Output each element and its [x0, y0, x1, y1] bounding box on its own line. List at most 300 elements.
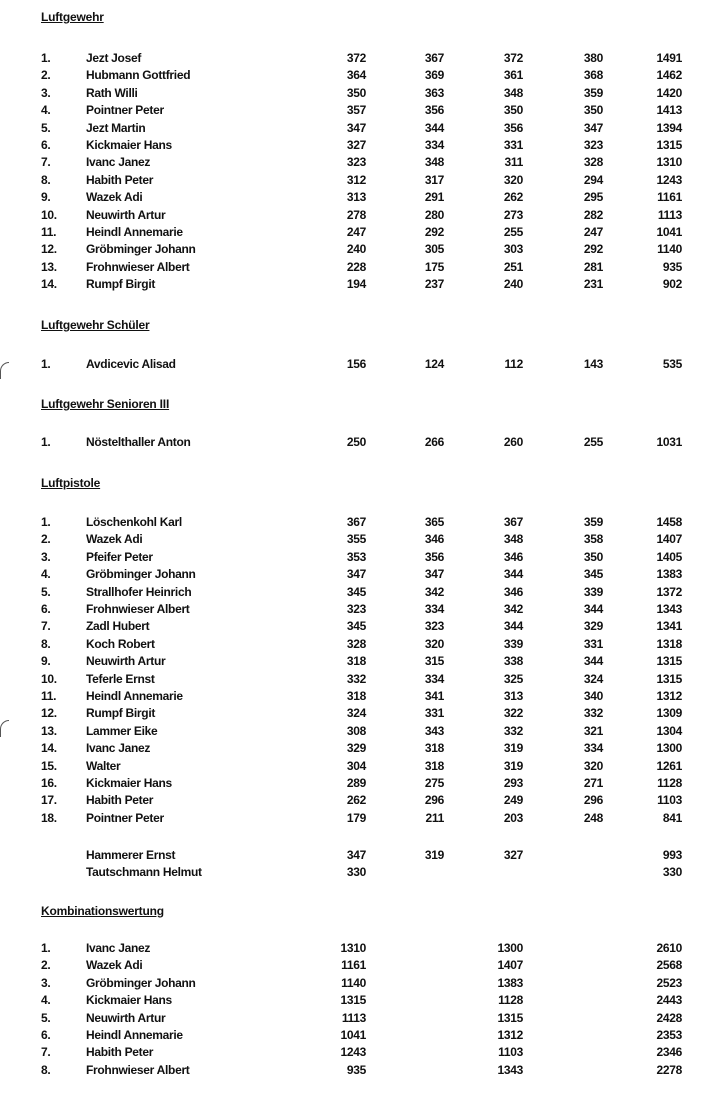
table-row [0, 993, 720, 1010]
rank: 11. [41, 225, 57, 239]
total-score: 1261 [656, 758, 682, 773]
series-score-2: 367 [424, 51, 444, 65]
total-score: 1312 [656, 689, 682, 703]
table-row [0, 1045, 720, 1062]
section-title-4: Luftpistole [41, 476, 101, 490]
rank: 7. [41, 1045, 51, 1060]
series-score-4: 143 [583, 357, 603, 371]
series-score-4: 295 [583, 190, 603, 205]
rank: 9. [41, 190, 51, 205]
table-row [0, 550, 720, 567]
rank: 1. [41, 515, 51, 529]
series-score-3: 203 [503, 810, 523, 825]
table-row [0, 532, 720, 549]
series-score-2: 320 [424, 636, 444, 651]
series-score-1: 194 [346, 277, 366, 292]
shooter-name: Neuwirth Artur [86, 207, 166, 222]
rank: 3. [41, 549, 51, 564]
luftpistole-total: 1128 [498, 993, 523, 1008]
series-score-3: 325 [503, 671, 523, 686]
total-score: 1031 [656, 435, 682, 449]
series-score-3: 367 [503, 515, 523, 529]
series-score-3: 361 [503, 68, 523, 83]
table-row [0, 976, 720, 993]
table-row [0, 848, 720, 865]
series-score-3: 332 [503, 723, 523, 738]
shooter-name: Frohnwieser Albert [86, 602, 190, 616]
shooter-name: Pointner Peter [86, 103, 164, 118]
total-score: 1407 [656, 532, 682, 547]
rank: 12. [41, 706, 57, 721]
rank: 18. [41, 810, 57, 825]
shooter-name: Strallhofer Heinrich [86, 584, 192, 599]
table-row [0, 585, 720, 602]
series-score-4: 231 [583, 277, 603, 292]
section-title-3: Luftgewehr Senioren III [41, 397, 170, 411]
table-row [0, 776, 720, 793]
table-row [0, 1028, 720, 1045]
luftgewehr-total: 1041 [340, 1028, 366, 1042]
table-row [0, 277, 720, 294]
shooter-name: Wazek Adi [86, 190, 143, 205]
shooter-name: Rumpf Birgit [86, 277, 156, 292]
series-score-2: 363 [424, 85, 444, 100]
rank: 10. [41, 207, 57, 222]
series-score-1: 367 [346, 515, 366, 529]
total-score: 993 [662, 848, 682, 862]
rank: 8. [41, 636, 51, 651]
series-score-1: 327 [346, 138, 366, 152]
series-score-3: 356 [503, 120, 523, 135]
series-score-3: 346 [503, 584, 523, 599]
rank: 14. [41, 277, 57, 292]
shooter-name: Gröbminger Johann [86, 975, 196, 990]
shooter-name: Avdicevic Alisad [86, 357, 176, 371]
table-row [0, 225, 720, 242]
series-score-2: 266 [424, 435, 444, 449]
series-score-2: 341 [424, 689, 444, 703]
rank: 13. [41, 259, 57, 274]
series-score-3: 112 [504, 357, 523, 371]
shooter-name: Gröbminger Johann [86, 242, 196, 257]
rank: 2. [41, 958, 51, 973]
series-score-4: 368 [583, 68, 603, 83]
table-row [0, 724, 720, 741]
total-score: 1315 [656, 671, 682, 686]
shooter-name: Ivanc Janez [86, 155, 151, 170]
table-row [0, 435, 720, 452]
shooter-name: Heindl Annemarie [86, 1028, 183, 1042]
table-row [0, 567, 720, 584]
series-score-1: 247 [346, 225, 366, 239]
total-score: 1140 [657, 242, 682, 257]
series-score-3: 240 [503, 277, 523, 292]
luftgewehr-total: 1315 [340, 993, 366, 1008]
series-score-2: 237 [424, 277, 444, 292]
series-score-2: 334 [424, 138, 444, 152]
total-score: 1315 [656, 138, 682, 152]
luftgewehr-total: 935 [346, 1062, 366, 1077]
series-score-4: 344 [583, 654, 603, 669]
rank: 13. [41, 723, 57, 738]
shooter-name: Hubmann Gottfried [86, 68, 191, 83]
table-row [0, 654, 720, 671]
series-score-4: 292 [583, 242, 603, 257]
total-score: 1405 [656, 549, 682, 564]
luftpistole-total: 1300 [497, 941, 523, 955]
combined-total: 2443 [656, 993, 682, 1008]
series-score-1: 318 [346, 689, 366, 703]
luftpistole-total: 1383 [497, 975, 523, 990]
table-row [0, 208, 720, 225]
series-score-2: 275 [424, 776, 444, 790]
series-score-1: 289 [346, 776, 366, 790]
total-score: 1315 [656, 654, 682, 669]
shooter-name: Habith Peter [86, 1045, 154, 1060]
section-title-2: Luftgewehr Schüler [41, 318, 150, 332]
series-score-2: 315 [424, 654, 444, 669]
table-row [0, 68, 720, 85]
series-score-2: 334 [424, 671, 444, 686]
series-score-2: 211 [425, 810, 444, 825]
luftgewehr-total: 1113 [341, 1010, 366, 1025]
series-score-3: 313 [503, 689, 523, 703]
rank: 1. [41, 941, 51, 955]
series-score-1: 355 [346, 532, 366, 547]
rank: 7. [41, 619, 51, 634]
series-score-4: 281 [583, 259, 603, 274]
series-score-1: 318 [346, 654, 366, 669]
total-score: 1394 [656, 120, 682, 135]
shooter-name: Tautschmann Helmut [86, 865, 202, 880]
combined-total: 2428 [656, 1010, 682, 1025]
series-score-3: 273 [503, 207, 523, 222]
series-score-1: 250 [346, 435, 366, 449]
rank: 17. [41, 793, 57, 808]
rank: 1. [41, 51, 51, 65]
shooter-name: Jezt Josef [86, 51, 142, 65]
total-score: 1243 [656, 172, 682, 187]
combined-total: 2278 [656, 1062, 682, 1077]
total-score: 1309 [656, 706, 682, 721]
shooter-name: Hammerer Ernst [86, 848, 176, 862]
series-score-1: 240 [346, 242, 366, 257]
total-score: 1041 [656, 225, 682, 239]
combined-total: 2353 [656, 1028, 682, 1042]
shooter-name: Rumpf Birgit [86, 706, 156, 721]
series-score-2: 356 [424, 103, 444, 118]
shooter-name: Nöstelthaller Anton [86, 435, 191, 449]
series-score-2: 318 [424, 741, 444, 756]
rank: 9. [41, 654, 51, 669]
series-score-3: 338 [503, 654, 523, 669]
series-score-4: 358 [583, 532, 603, 547]
series-score-4: 340 [583, 689, 603, 703]
total-score: 1310 [656, 155, 682, 170]
rank: 3. [41, 85, 51, 100]
table-row [0, 138, 720, 155]
series-score-1: 278 [346, 207, 366, 222]
table-row [0, 811, 720, 828]
total-score: 1462 [656, 68, 682, 83]
series-score-1: 324 [346, 706, 366, 721]
series-score-4: 345 [583, 567, 603, 582]
series-score-3: 262 [503, 190, 523, 205]
series-score-3: 346 [503, 549, 523, 564]
rank: 15. [41, 758, 57, 773]
series-score-1: 347 [346, 848, 366, 862]
series-score-4: 328 [583, 155, 603, 170]
shooter-name: Zadl Hubert [86, 619, 150, 634]
series-score-4: 359 [583, 515, 603, 529]
rank: 1. [41, 357, 51, 371]
rank: 8. [41, 1062, 51, 1077]
series-score-1: 328 [346, 636, 366, 651]
total-score: 1300 [656, 741, 682, 756]
series-score-1: 313 [346, 190, 366, 205]
shooter-name: Habith Peter [86, 172, 154, 187]
luftpistole-total: 1103 [498, 1045, 523, 1060]
shooter-name: Ivanc Janez [86, 941, 151, 955]
series-score-2: 292 [424, 225, 444, 239]
series-score-1: 357 [346, 103, 366, 118]
luftpistole-total: 1312 [497, 1028, 523, 1042]
total-score: 902 [662, 277, 682, 292]
series-score-2: 296 [424, 793, 444, 808]
series-score-1: 323 [346, 155, 366, 170]
series-score-3: 249 [503, 793, 523, 808]
table-row [0, 689, 720, 706]
rank: 1. [41, 435, 51, 449]
series-score-3: 331 [503, 138, 523, 152]
luftpistole-total: 1315 [497, 1010, 523, 1025]
table-row [0, 1011, 720, 1028]
series-score-1: 345 [346, 619, 366, 634]
series-score-4: 331 [583, 636, 603, 651]
luftpistole-total: 1343 [497, 1062, 523, 1077]
total-score: 1413 [656, 103, 682, 118]
rank: 4. [41, 567, 51, 582]
series-score-4: 380 [583, 51, 603, 65]
series-score-2: 305 [424, 242, 444, 257]
series-score-2: 317 [424, 172, 444, 187]
table-row [0, 619, 720, 636]
series-score-3: 251 [503, 259, 523, 274]
combined-total: 2346 [656, 1045, 682, 1060]
series-score-4: 324 [583, 671, 603, 686]
luftgewehr-total: 1310 [340, 941, 366, 955]
shooter-name: Frohnwieser Albert [86, 259, 190, 274]
series-score-4: 339 [583, 584, 603, 599]
total-score: 1458 [656, 515, 682, 529]
rank: 6. [41, 1028, 51, 1042]
series-score-1: 304 [346, 758, 366, 773]
table-row [0, 637, 720, 654]
total-score: 1491 [656, 51, 682, 65]
rank: 8. [41, 172, 51, 187]
series-score-2: 334 [424, 602, 444, 616]
total-score: 535 [662, 357, 682, 371]
series-score-4: 350 [583, 549, 603, 564]
table-row [0, 155, 720, 172]
series-score-1: 179 [346, 810, 366, 825]
series-score-2: 124 [424, 357, 444, 371]
section-title-combination: Kombinationswertung [41, 904, 164, 918]
series-score-3: 344 [503, 619, 523, 634]
table-row [0, 357, 720, 374]
luftpistole-total: 1407 [497, 958, 523, 973]
series-score-3: 344 [503, 567, 523, 582]
table-row [0, 602, 720, 619]
series-score-2: 348 [424, 155, 444, 170]
series-score-2: 280 [424, 207, 444, 222]
table-row [0, 672, 720, 689]
rank: 10. [41, 671, 57, 686]
series-score-3: 293 [503, 776, 523, 790]
total-score: 1383 [656, 567, 682, 582]
series-score-3: 372 [503, 51, 523, 65]
table-row [0, 706, 720, 723]
series-score-4: 323 [583, 138, 603, 152]
series-score-4: 347 [583, 120, 603, 135]
series-score-2: 369 [424, 68, 444, 83]
series-score-3: 303 [503, 242, 523, 257]
shooter-name: Gröbminger Johann [86, 567, 196, 582]
shooter-name: Löschenkohl Karl [86, 515, 182, 529]
series-score-1: 156 [346, 357, 366, 371]
total-score: 935 [662, 259, 682, 274]
rank: 11. [41, 689, 57, 703]
series-score-1: 364 [346, 68, 366, 83]
series-score-4: 320 [583, 758, 603, 773]
table-row [0, 741, 720, 758]
total-score: 1318 [656, 636, 682, 651]
series-score-4: 247 [583, 225, 603, 239]
series-score-2: 318 [424, 758, 444, 773]
series-score-4: 294 [583, 172, 603, 187]
series-score-3: 342 [503, 602, 523, 616]
table-row [0, 759, 720, 776]
shooter-name: Lammer Eike [86, 723, 158, 738]
series-score-2: 319 [424, 848, 444, 862]
shooter-name: Ivanc Janez [86, 741, 151, 756]
table-row [0, 1063, 720, 1080]
rank: 2. [41, 532, 51, 547]
series-score-1: 330 [346, 865, 366, 880]
rank: 12. [41, 242, 57, 257]
shooter-name: Neuwirth Artur [86, 654, 166, 669]
shooter-name: Habith Peter [86, 793, 154, 808]
shooter-name: Heindl Annemarie [86, 225, 183, 239]
rank: 4. [41, 103, 51, 118]
table-row [0, 260, 720, 277]
shooter-name: Frohnwieser Albert [86, 1062, 190, 1077]
total-score: 1420 [656, 85, 682, 100]
series-score-3: 319 [503, 758, 523, 773]
rank: 4. [41, 993, 51, 1008]
series-score-2: 175 [424, 259, 444, 274]
series-score-3: 322 [503, 706, 523, 721]
series-score-1: 228 [346, 259, 366, 274]
table-row [0, 173, 720, 190]
series-score-3: 255 [503, 225, 523, 239]
combined-total: 2568 [656, 958, 682, 973]
total-score: 1113 [657, 207, 682, 222]
series-score-3: 311 [504, 155, 523, 170]
shooter-name: Wazek Adi [86, 958, 143, 973]
series-score-1: 312 [346, 172, 366, 187]
shooter-name: Rath Willi [86, 85, 138, 100]
total-score: 330 [662, 865, 682, 880]
rank: 3. [41, 975, 51, 990]
rank: 6. [41, 138, 51, 152]
series-score-4: 255 [583, 435, 603, 449]
series-score-4: 334 [583, 741, 603, 756]
shooter-name: Koch Robert [86, 636, 155, 651]
table-row [0, 865, 720, 882]
rank: 14. [41, 741, 57, 756]
rank: 7. [41, 155, 51, 170]
series-score-4: 350 [583, 103, 603, 118]
series-score-4: 271 [583, 776, 603, 790]
series-score-2: 344 [424, 120, 444, 135]
total-score: 1304 [656, 723, 682, 738]
series-score-1: 332 [346, 671, 366, 686]
luftgewehr-total: 1140 [341, 975, 366, 990]
series-score-3: 350 [503, 103, 523, 118]
shooter-name: Pointner Peter [86, 810, 164, 825]
series-score-1: 345 [346, 584, 366, 599]
series-score-3: 320 [503, 172, 523, 187]
series-score-2: 365 [424, 515, 444, 529]
total-score: 1341 [656, 619, 682, 634]
section-title-1: Luftgewehr [41, 10, 104, 24]
table-row [0, 793, 720, 810]
series-score-1: 308 [346, 723, 366, 738]
combined-total: 2523 [656, 975, 682, 990]
rank: 5. [41, 584, 51, 599]
shooter-name: Jezt Martin [86, 120, 146, 135]
series-score-4: 329 [583, 619, 603, 634]
total-score: 841 [662, 810, 682, 825]
shooter-name: Wazek Adi [86, 532, 143, 547]
table-row [0, 51, 720, 68]
series-score-2: 291 [424, 190, 444, 205]
series-score-4: 359 [583, 85, 603, 100]
table-row [0, 515, 720, 532]
table-row [0, 86, 720, 103]
series-score-3: 348 [503, 85, 523, 100]
rank: 2. [41, 68, 51, 83]
series-score-1: 347 [346, 567, 366, 582]
rank: 5. [41, 120, 51, 135]
luftgewehr-total: 1243 [340, 1045, 366, 1060]
rank: 5. [41, 1010, 51, 1025]
table-row [0, 190, 720, 207]
series-score-4: 332 [583, 706, 603, 721]
series-score-4: 282 [583, 207, 603, 222]
series-score-2: 346 [424, 532, 444, 547]
series-score-4: 344 [583, 602, 603, 616]
rank: 6. [41, 602, 51, 616]
shooter-name: Kickmaier Hans [86, 776, 172, 790]
series-score-3: 339 [503, 636, 523, 651]
series-score-3: 327 [503, 848, 523, 862]
rank: 16. [41, 776, 57, 790]
table-row [0, 242, 720, 259]
total-score: 1372 [656, 584, 682, 599]
series-score-2: 342 [424, 584, 444, 599]
